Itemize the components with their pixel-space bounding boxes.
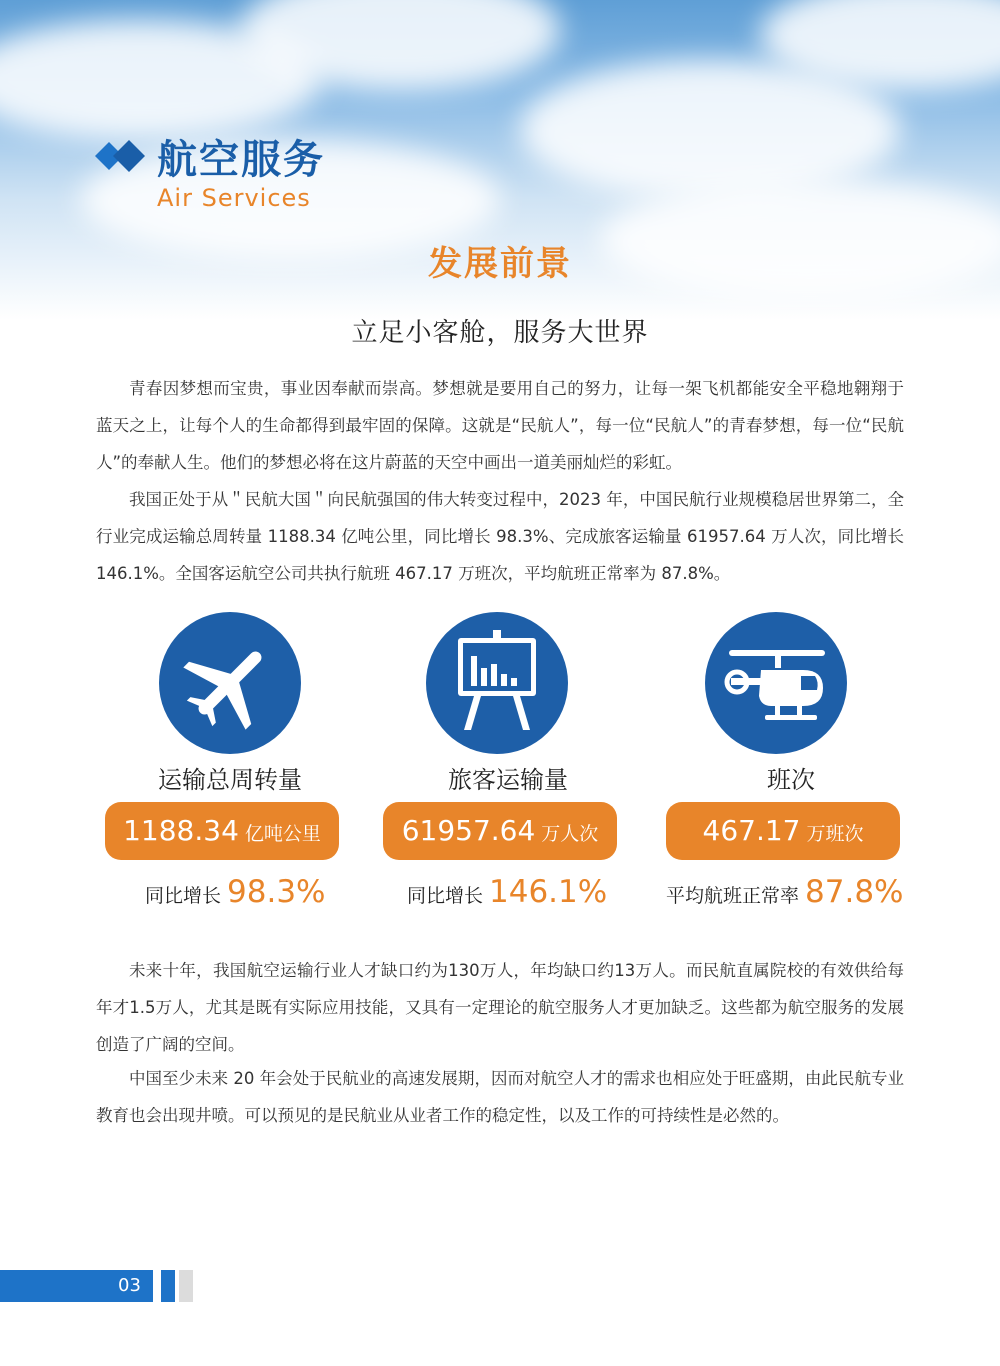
growth-label: 同比增长: [407, 885, 484, 907]
stat-value-pill: [383, 802, 617, 860]
stat-growth: [407, 874, 607, 910]
header-title-cn: 航空服务: [157, 137, 325, 183]
footer-accent-gray: [179, 1270, 193, 1302]
header-title-en: Air Services: [157, 184, 311, 212]
stat-circle: [426, 612, 568, 754]
subtitle: 立足小客舱，服务大世界: [351, 318, 649, 348]
stat-value: 467.17: [702, 814, 801, 847]
stat-growth: [145, 874, 326, 910]
stat-growth: [666, 874, 904, 910]
growth-value: 87.8%: [805, 874, 904, 910]
stat-unit: 万班次: [806, 823, 864, 845]
stat-unit: 万人次: [541, 823, 599, 845]
footer-accent-blue: [161, 1270, 175, 1302]
airplane-icon: [159, 612, 301, 754]
page-number: 03: [118, 1275, 141, 1296]
stat-label: 旅客运输量: [448, 766, 568, 794]
stat-value-pill: [105, 802, 339, 860]
growth-label: 平均航班正常率: [666, 885, 800, 907]
stat-unit: 亿吨公里: [244, 823, 321, 845]
paragraph-talent-gap: 未来十年，我国航空运输行业人才缺口约为130万人，年均缺口约13万人。而民航直属院校的有效供给每年才1.5万人，尤其是既有实际应用技能，又具有一定理论的航空服务人才更加缺乏。这些都为航空服务的发展创造了广阔的空间。: [96, 961, 904, 1054]
growth-label: 同比增长: [145, 885, 222, 907]
stat-circle: [705, 612, 847, 754]
growth-value: 98.3%: [227, 874, 326, 910]
stat-circle: [159, 612, 301, 754]
stat-value-pill: [666, 802, 900, 860]
stat-label: 运输总周转量: [158, 766, 302, 794]
section-title: 发展前景: [428, 244, 572, 284]
stat-label: 班次: [767, 766, 815, 794]
paragraph-intro: 青春因梦想而宝贵，事业因奉献而崇高。梦想就是要用自己的努力，让每一架飞机都能安全平稳地翱翔于蓝天之上，让每个人的生命都得到最牢固的保障。这就是“民航人”，每一位“民航人”的青春梦想，每一位“民航人”的奉献人生。他们的梦想必将在这片蔚蓝的天空中画出一道美丽灿烂的彩虹。: [96, 379, 904, 472]
diamond-logo-icon: [95, 138, 149, 174]
stat-value: 61957.64: [401, 814, 536, 847]
chart-easel-icon: [426, 612, 568, 754]
paragraph-outlook: 中国至少未来 20 年会处于民航业的高速发展期，因而对航空人才的需求也相应处于旺盛期，由此民航专业教育也会出现井喷。可以预见的是民航业从业者工作的稳定性，以及工作的可持续性是必然的。: [96, 1069, 904, 1125]
stat-value: 1188.34: [123, 814, 239, 847]
paragraph-stats: 我国正处于从＂民航大国＂向民航强国的伟大转变过程中，2023 年，中国民航行业规模稳居世界第二，全行业完成运输总周转量 1188.34 亿吨公里，同比增长 98.3%、完成旅客运输量 61957.64 万人次，同比增长 146.1%。全国客运航空公司共执行航班 467.17 万班次，平均航班正常率为 87.8%。: [96, 490, 904, 583]
growth-value: 146.1%: [489, 874, 608, 910]
helicopter-icon: [705, 612, 847, 754]
